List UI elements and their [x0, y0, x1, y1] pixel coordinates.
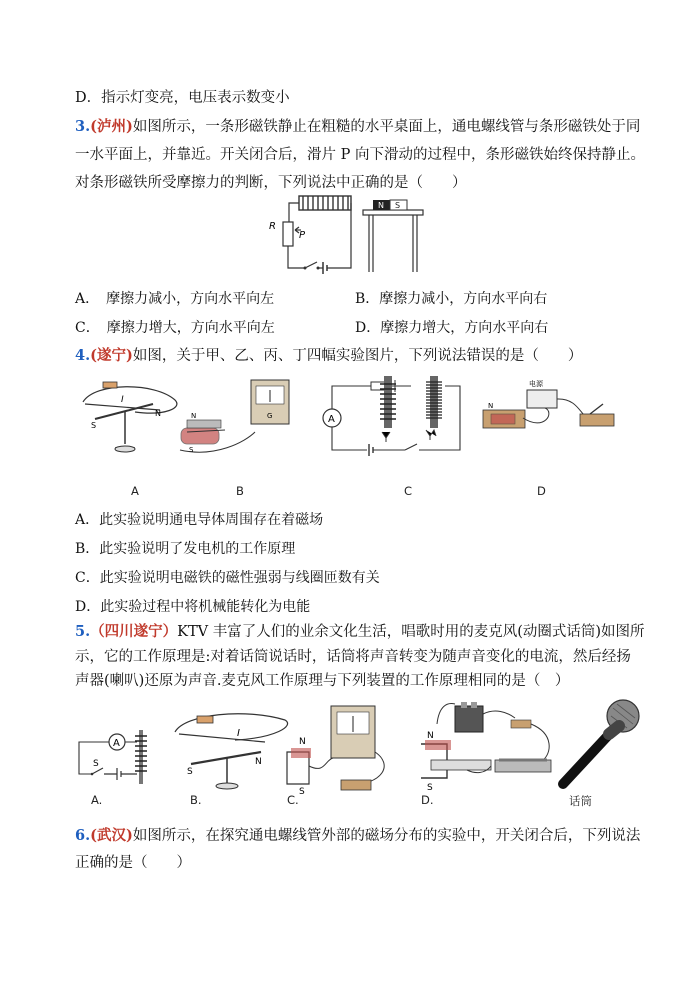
- q5-fig-c: [287, 706, 384, 794]
- q5-stem-line1: [75, 622, 645, 642]
- q5-figures: [75, 694, 650, 794]
- q4-fig-c: [323, 376, 460, 456]
- label-n-5b: N: [255, 757, 262, 767]
- q5-number: 5.: [75, 623, 91, 640]
- q4-caption-b: B: [236, 484, 244, 498]
- q5-caption-a: A.: [91, 793, 103, 807]
- q5-caption-c: C.: [287, 793, 299, 807]
- q4-option-a[interactable]: A．此实验说明通电导体周围存在着磁场: [75, 512, 324, 528]
- q3-stem-line1: [75, 117, 640, 137]
- label-n-a: N: [155, 409, 161, 418]
- q5-fig-a: [79, 730, 147, 784]
- table-top: [363, 210, 423, 215]
- q3-option-a[interactable]: A． 摩擦力减小，方向水平向左: [75, 291, 275, 307]
- label-i: I: [121, 395, 124, 405]
- label-ammeter-5: A: [113, 738, 120, 749]
- q4-source: (遂宁): [90, 347, 133, 364]
- label-s-5c: S: [299, 787, 305, 794]
- q5-stem-line2: 示，它的工作原理是:对着话筒说话时，话筒将声音转变为随声音变化的电流，然后经扬: [75, 649, 631, 665]
- q6-source: (武汉): [90, 827, 133, 844]
- switch: [305, 262, 317, 268]
- q5-fig-d: [421, 702, 551, 793]
- q3-option-b[interactable]: B．摩擦力减小，方向水平向右: [355, 291, 548, 307]
- q4-caption-d: D: [537, 484, 546, 498]
- label-n-d: N: [488, 402, 494, 410]
- q4-figures: [75, 372, 620, 464]
- q4-option-d[interactable]: D．此实验过程中将机械能转化为电能: [75, 599, 311, 615]
- battery: [323, 262, 327, 274]
- q4-option-b[interactable]: B．此实验说明了发电机的工作原理: [75, 541, 296, 557]
- q4-text-1: 如图，关于甲、乙、丙、丁四幅实验图片，下列说法错误的是（ ）: [132, 348, 583, 364]
- q6-stem-line2: 正确的是（ ）: [75, 855, 191, 871]
- q3-option-c[interactable]: C． 摩擦力增大，方向水平向左: [75, 320, 275, 336]
- label-s-b: S: [189, 446, 194, 454]
- rheostat: [283, 222, 293, 246]
- q4-caption-a: A: [131, 484, 139, 498]
- label-s: S: [395, 201, 401, 210]
- q3-number: 3.: [75, 118, 91, 135]
- label-n-5c: N: [299, 737, 306, 747]
- microphone-image: [563, 700, 639, 784]
- q3-figure: [255, 192, 430, 274]
- q4-fig-a: [83, 382, 177, 452]
- label-i-5: I: [237, 728, 240, 739]
- q4-option-c[interactable]: C．此实验说明电磁铁的磁性强弱与线圈匝数有关: [75, 570, 380, 586]
- q5-text-1: KTV 丰富了人们的业余文化生活，唱歌时用的麦克风(动圈式话筒)如图所: [177, 624, 645, 640]
- label-s-5d: S: [427, 783, 433, 793]
- label-s-a: S: [91, 421, 97, 430]
- q2-option-d: D．指示灯变亮，电压表示数变小: [75, 90, 290, 106]
- q4-number: 4.: [75, 347, 91, 364]
- q6-number: 6.: [75, 827, 91, 844]
- q5-caption-mic: 话筒: [569, 794, 592, 808]
- label-p: P: [299, 230, 306, 241]
- q6-text-1: 如图所示，在探究通电螺线管外部的磁场分布的实验中，开关闭合后，下列说法: [132, 828, 641, 844]
- q3-source: (泸州): [90, 118, 133, 135]
- label-s-5b: S: [187, 767, 193, 777]
- solenoid: [299, 196, 351, 210]
- label-ammeter: A: [328, 414, 335, 425]
- q3-stem-line2: 一水平面上，并靠近。开关闭合后，滑片 P 向下滑动的过程中，条形磁铁始终保持静止。: [75, 147, 645, 163]
- q3-text-1: 如图所示，一条形磁铁静止在粗糙的水平桌面上，通电螺线管与条形磁铁处于同: [132, 119, 641, 135]
- q4-stem-line1: [75, 346, 582, 366]
- q5-fig-b: [175, 714, 288, 789]
- label-g: G: [267, 412, 273, 420]
- label-s-5a: S: [93, 759, 99, 769]
- q5-stem-line3: 声器(喇叭)还原为声音.麦克风工作原理与下列装置的工作原理相同的是（ ）: [75, 673, 570, 689]
- q5-caption-d: D.: [421, 793, 434, 807]
- label-r: R: [269, 221, 276, 232]
- label-n: N: [378, 201, 384, 210]
- q3-stem-line3: 对条形磁铁所受摩擦力的判断，下列说法中正确的是（ ）: [75, 175, 467, 191]
- q4-fig-d: [483, 379, 614, 428]
- label-power: 电源: [529, 380, 543, 388]
- q4-fig-b: [180, 380, 289, 454]
- q4-caption-c: C: [404, 484, 413, 498]
- label-n-b: N: [191, 412, 197, 420]
- q3-option-d[interactable]: D．摩擦力增大，方向水平向右: [355, 320, 549, 336]
- q6-stem-line1: [75, 826, 640, 846]
- q5-caption-b: B.: [190, 793, 202, 807]
- label-n-5d: N: [427, 731, 434, 741]
- q5-source: （四川遂宁）: [90, 623, 178, 640]
